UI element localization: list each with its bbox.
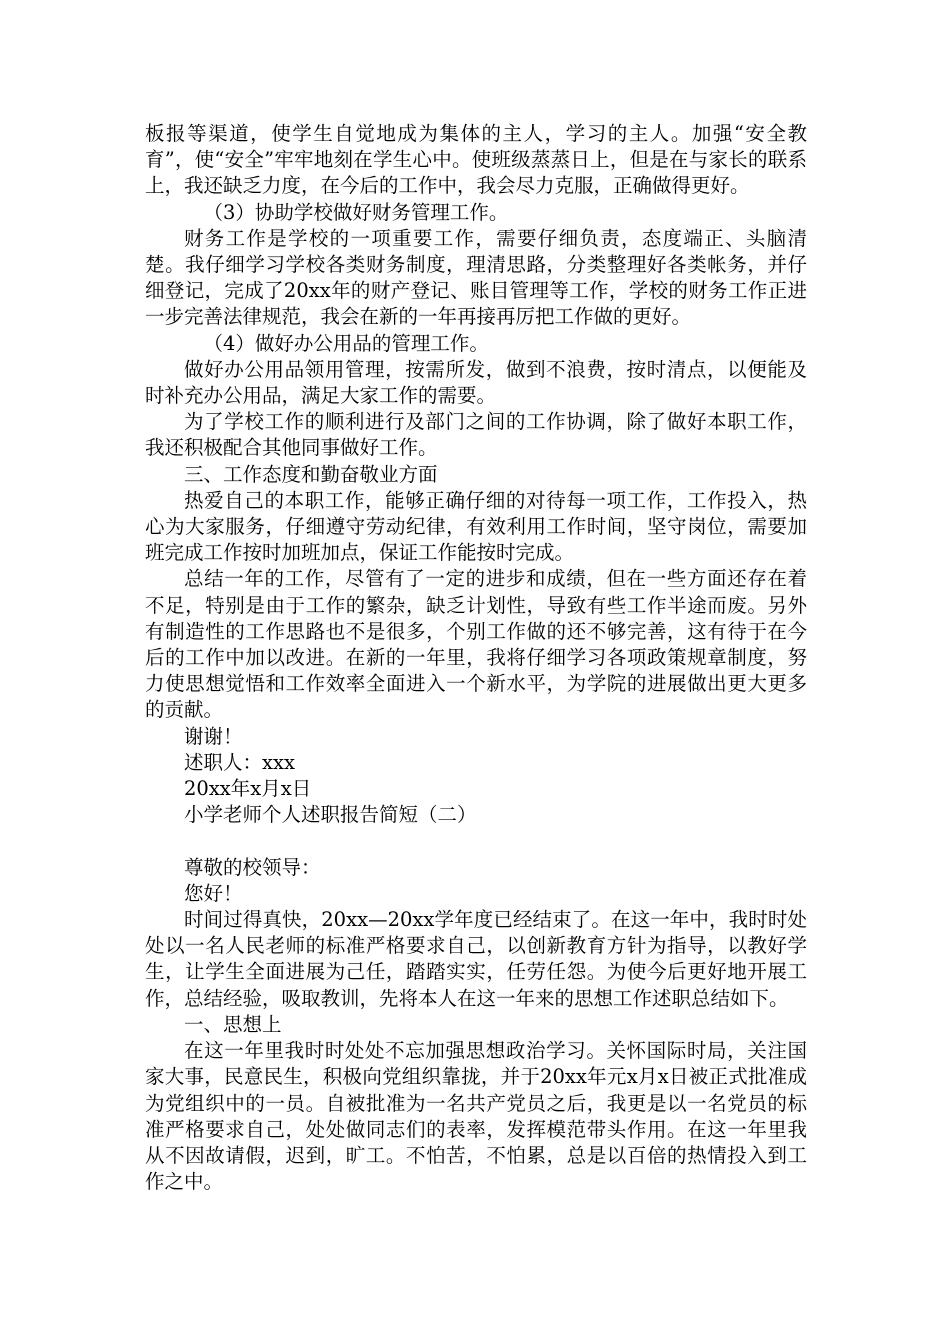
paragraph: 为了学校工作的顺利进行及部门之间的工作协调，除了做好本职工作，我还积极配合其他同事做好工作。 (145, 410, 807, 460)
subheading: （4）做好办公用品的管理工作。 (203, 331, 489, 355)
document-title: 小学老师个人述职报告简短（二） (184, 803, 477, 827)
document-page (145, 121, 807, 1195)
date-line: 20xx年x月x日 (184, 777, 312, 801)
paragraph: 做好办公用品领用管理，按需所发，做到不浪费，按时清点，以便能及时补充办公用品，满足大家工作的需要。 (145, 357, 807, 408)
paragraph: 财务工作是学校的一项重要工作，需要仔细负责，态度端正、头脑清楚。我仔细学习学校各类财务制度，理清思路，分类整理好各类帐务，并仔细登记，完成了20xx年的财产登记、账目管理等工作，学校的财务工作正进一步完善法律规范，我会在新的一年再接再厉把工作做的更好。 (145, 226, 807, 329)
closing-thanks: 谢谢！ (184, 724, 243, 748)
paragraph: 总结一年的工作，尽管有了一定的进步和成绩，但在一些方面还存在着不足，特别是由于工作的繁杂，缺乏计划性，导致有些工作半途而废。另外有制造性的工作思路也不是很多，个别工作做的还不够完善，这有待于在今后的工作中加以改进。在新的一年里，我将仔细学习各项政策规章制度，努力使思想觉悟和工作效率全面进入一个新水平，为学院的进展做出更大更多的贡献。 (145, 567, 807, 722)
subheading: （3）协助学校做好财务管理工作。 (203, 200, 509, 224)
paragraph: 板报等渠道，使学生自觉地成为集体的主人，学习的主人。加强“安全教育”，使“安全”牢牢地刻在学生心中。使班级蒸蒸日上，但是在与家长的联系上，我还缺乏力度，在今后的工作中，我会尽力克服，正确做得更好。 (145, 122, 807, 198)
paragraph: 时间过得真快，20xx—20xx学年度已经结束了。在这一年中，我时时处处以一名人民老师的标准严格要求自己，以创新教育方针为指导，以教好学生，让学生全面进展为己任，踏踏实实，任劳任怨。为使今后更好地开展工作，总结经验，吸取教训，先将本人在这一年来的思想工作述职总结如下。 (145, 908, 807, 1010)
greeting: 您好！ (184, 881, 243, 905)
section-heading: 一、思想上 (184, 1012, 282, 1036)
paragraph: 热爱自己的本职工作，能够正确仔细的对待每一项工作，工作投入，热心为大家服务，仔细遵守劳动纪律，有效利用工作时间，坚守岗位，需要加班完成工作按时加班加点，保证工作能按时完成。 (145, 488, 807, 565)
signature-line: 述职人：xxx (184, 750, 295, 774)
blank-line (145, 828, 807, 854)
salutation: 尊敬的校领导： (184, 855, 321, 879)
section-heading: 三、工作态度和勤奋敬业方面 (184, 462, 438, 486)
paragraph: 在这一年里我时时处处不忘加强思想政治学习。关怀国际时局，关注国家大事，民意民生，积极向党组织靠拢，并于20xx年元x月x日被正式批准成为党组织中的一员。自被批准为一名共产党员之后，我更是以一名党员的标准严格要求自己，处处做同志们的表率，发挥模范带头作用。在这一年里我从不因故请假，迟到，旷工。不怕苦，不怕累，总是以百倍的热情投入到工作之中。 (145, 1039, 807, 1194)
